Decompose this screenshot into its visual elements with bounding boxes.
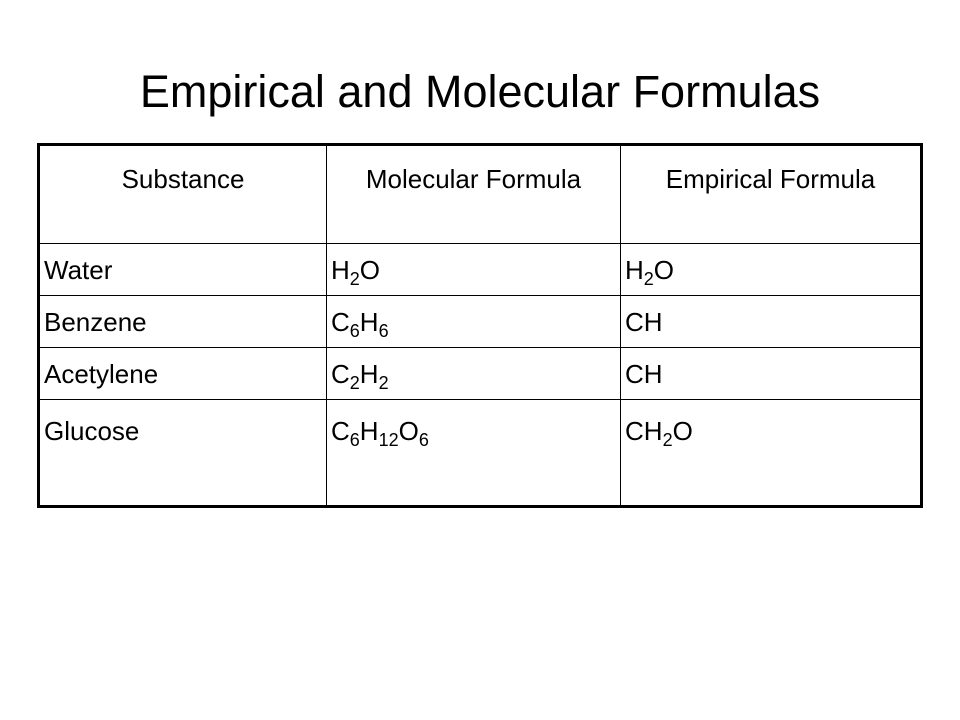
formula-element: C xyxy=(331,307,350,337)
chemical-formula xyxy=(331,359,389,393)
chemical-formula xyxy=(331,307,389,341)
formula-table xyxy=(37,143,923,508)
table-row xyxy=(39,244,922,296)
header-empirical-formula: Empirical Formula xyxy=(621,145,922,244)
chemical-formula xyxy=(331,255,381,289)
formula-element: H xyxy=(359,416,379,446)
formula-subscript: 6 xyxy=(418,430,429,450)
empirical-formula-cell xyxy=(621,348,922,400)
formula-element: H xyxy=(359,359,379,389)
formula-element: O xyxy=(653,255,675,285)
molecular-formula-cell xyxy=(327,348,621,400)
formula-subscript: 6 xyxy=(349,321,360,341)
formula-subscript: 2 xyxy=(662,430,673,450)
substance-cell: Glucose xyxy=(39,400,327,507)
header-molecular-formula: Molecular Formula xyxy=(327,145,621,244)
formula-element: C xyxy=(331,359,350,389)
formula-element: O xyxy=(359,255,381,285)
header-substance: Substance xyxy=(39,145,327,244)
formula-element: H xyxy=(331,255,350,285)
formula-subscript: 6 xyxy=(378,321,389,341)
empirical-formula-cell xyxy=(621,400,922,507)
formula-element: O xyxy=(672,416,693,446)
formula-element: CH xyxy=(625,416,663,446)
chemical-formula xyxy=(331,416,429,450)
substance-cell: Benzene xyxy=(39,296,327,348)
table-header-row xyxy=(39,145,922,244)
substance-cell: Acetylene xyxy=(39,348,327,400)
molecular-formula-cell xyxy=(327,296,621,348)
empirical-formula-cell xyxy=(621,296,922,348)
formula-element: O xyxy=(398,416,419,446)
formula-element: CH xyxy=(625,359,663,389)
formula-subscript: 2 xyxy=(349,269,360,289)
formula-element: H xyxy=(625,255,644,285)
slide-title: Empirical and Molecular Formulas xyxy=(139,66,821,117)
formula-subscript: 12 xyxy=(378,430,399,450)
formula-element: C xyxy=(331,416,350,446)
chemical-formula xyxy=(625,416,693,450)
formula-element: CH xyxy=(625,307,663,337)
table-row xyxy=(39,348,922,400)
table-row xyxy=(39,400,922,507)
formula-subscript: 6 xyxy=(349,430,360,450)
substance-cell: Water xyxy=(39,244,327,296)
formula-subscript: 2 xyxy=(349,373,360,393)
formula-subscript: 2 xyxy=(378,373,389,393)
chemical-formula xyxy=(625,359,663,389)
molecular-formula-cell xyxy=(327,400,621,507)
formula-element: H xyxy=(359,307,379,337)
table-row xyxy=(39,296,922,348)
molecular-formula-cell xyxy=(327,244,621,296)
formula-subscript: 2 xyxy=(643,269,654,289)
chemical-formula xyxy=(625,255,675,289)
empirical-formula-cell xyxy=(621,244,922,296)
chemical-formula xyxy=(625,307,663,337)
